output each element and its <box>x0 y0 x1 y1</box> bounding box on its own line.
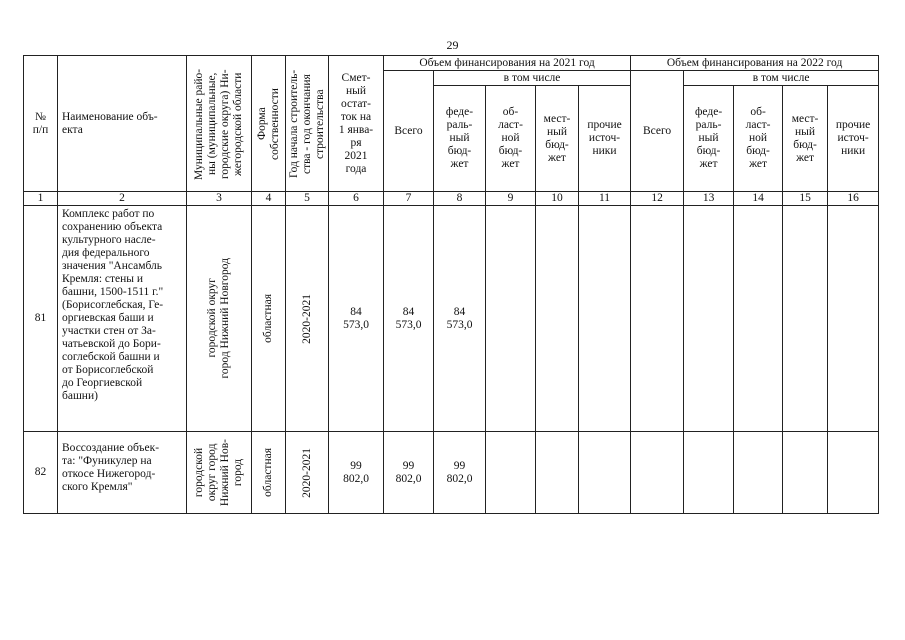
col-number: 12 <box>631 192 684 206</box>
years-text: 2020-2021 <box>300 293 313 344</box>
municipal-text: городской округ город Нижний Нов- город <box>193 438 244 507</box>
empty-cell <box>631 206 684 432</box>
row-number: 82 <box>24 432 58 514</box>
header-num: № п/п <box>24 56 58 192</box>
col-number: 9 <box>486 192 536 206</box>
header-group-2021: Объем финансирования на 2021 год <box>384 56 631 71</box>
municipal-text: городской округ город Нижний Новгород <box>206 258 231 379</box>
col-number: 15 <box>783 192 828 206</box>
years-cell <box>286 206 329 432</box>
col-number: 4 <box>252 192 286 206</box>
header-ownership-text: Форма собственности <box>255 87 281 160</box>
col-number: 1 <box>24 192 58 206</box>
empty-cell <box>828 432 879 514</box>
years-text: 2020-2021 <box>300 447 313 498</box>
estimate-value: 84 573,0 <box>329 206 384 432</box>
col-number: 13 <box>684 192 734 206</box>
municipal-cell <box>187 206 252 432</box>
header-including-2022: в том числе <box>684 71 879 86</box>
table-row <box>24 206 879 432</box>
header-including-2021: в том числе <box>434 71 631 86</box>
ownership-text: областная <box>262 448 274 497</box>
empty-cell <box>828 206 879 432</box>
empty-cell <box>631 432 684 514</box>
empty-cell <box>536 432 579 514</box>
header-federal-2022: феде- раль- ный бюд- жет <box>684 86 734 192</box>
empty-cell <box>684 206 734 432</box>
empty-cell <box>783 206 828 432</box>
federal-2021-value: 99 802,0 <box>434 432 486 514</box>
col-number: 5 <box>286 192 329 206</box>
header-estimate: Смет- ный остат- ток на 1 янва- ря 2021 года <box>329 56 384 192</box>
municipal-cell <box>187 432 252 514</box>
page-number: 29 <box>446 38 459 52</box>
col-number: 10 <box>536 192 579 206</box>
empty-cell <box>783 432 828 514</box>
header-years <box>286 56 329 192</box>
table-row <box>24 432 879 514</box>
empty-cell <box>684 432 734 514</box>
financing-table <box>23 55 879 514</box>
empty-cell <box>734 432 783 514</box>
header-years-text: Год начала строитель- ства - год окончания строительства <box>287 69 326 178</box>
empty-cell <box>536 206 579 432</box>
empty-cell <box>486 206 536 432</box>
header-federal-2021: феде- раль- ный бюд- жет <box>434 86 486 192</box>
row-number: 81 <box>24 206 58 432</box>
header-object-name: Наименование объ- екта <box>58 56 187 192</box>
object-name: Воссоздание объек- та: "Фуникулер на откосе Нижегород- ского Кремля" <box>58 432 187 514</box>
col-number: 16 <box>828 192 879 206</box>
empty-cell <box>579 432 631 514</box>
empty-cell <box>734 206 783 432</box>
col-number: 3 <box>187 192 252 206</box>
header-row-1 <box>24 56 879 71</box>
empty-cell <box>579 206 631 432</box>
ownership-cell <box>252 206 286 432</box>
header-municipal <box>187 56 252 192</box>
object-name: Комплекс работ по сохранению объекта культурного насле- дия федерального значения "Ансамбль Кремля: стены и башни, 1500-1511 г." (Борисоглебская, Ге- оргиевская баши и участки стен от За- чатьевской до Бори- соглебской башни и от Борисоглебской до Георгиевской башни) <box>58 206 187 432</box>
header-total-2022: Всего <box>631 71 684 192</box>
column-number-row <box>24 192 879 206</box>
header-ownership <box>252 56 286 192</box>
ownership-cell <box>252 432 286 514</box>
col-number: 6 <box>329 192 384 206</box>
header-other-2021: прочие источ- ники <box>579 86 631 192</box>
ownership-text: областная <box>262 294 274 343</box>
header-municipal-text: Муниципальные райо- ны (муниципальные, городские округа) Ни- жегородской области <box>193 67 244 180</box>
header-local-2021: мест- ный бюд- жет <box>536 86 579 192</box>
header-other-2022: прочие источ- ники <box>828 86 879 192</box>
header-regional-2021: об- ласт- ной бюд- жет <box>486 86 536 192</box>
total-2021-value: 84 573,0 <box>384 206 434 432</box>
federal-2021-value: 84 573,0 <box>434 206 486 432</box>
header-regional-2022: об- ласт- ной бюд- жет <box>734 86 783 192</box>
col-number: 8 <box>434 192 486 206</box>
header-group-2022: Объем финансирования на 2022 год <box>631 56 879 71</box>
empty-cell <box>486 432 536 514</box>
header-total-2021: Всего <box>384 71 434 192</box>
header-local-2022: мест- ный бюд- жет <box>783 86 828 192</box>
col-number: 2 <box>58 192 187 206</box>
col-number: 14 <box>734 192 783 206</box>
col-number: 11 <box>579 192 631 206</box>
estimate-value: 99 802,0 <box>329 432 384 514</box>
years-cell <box>286 432 329 514</box>
col-number: 7 <box>384 192 434 206</box>
total-2021-value: 99 802,0 <box>384 432 434 514</box>
